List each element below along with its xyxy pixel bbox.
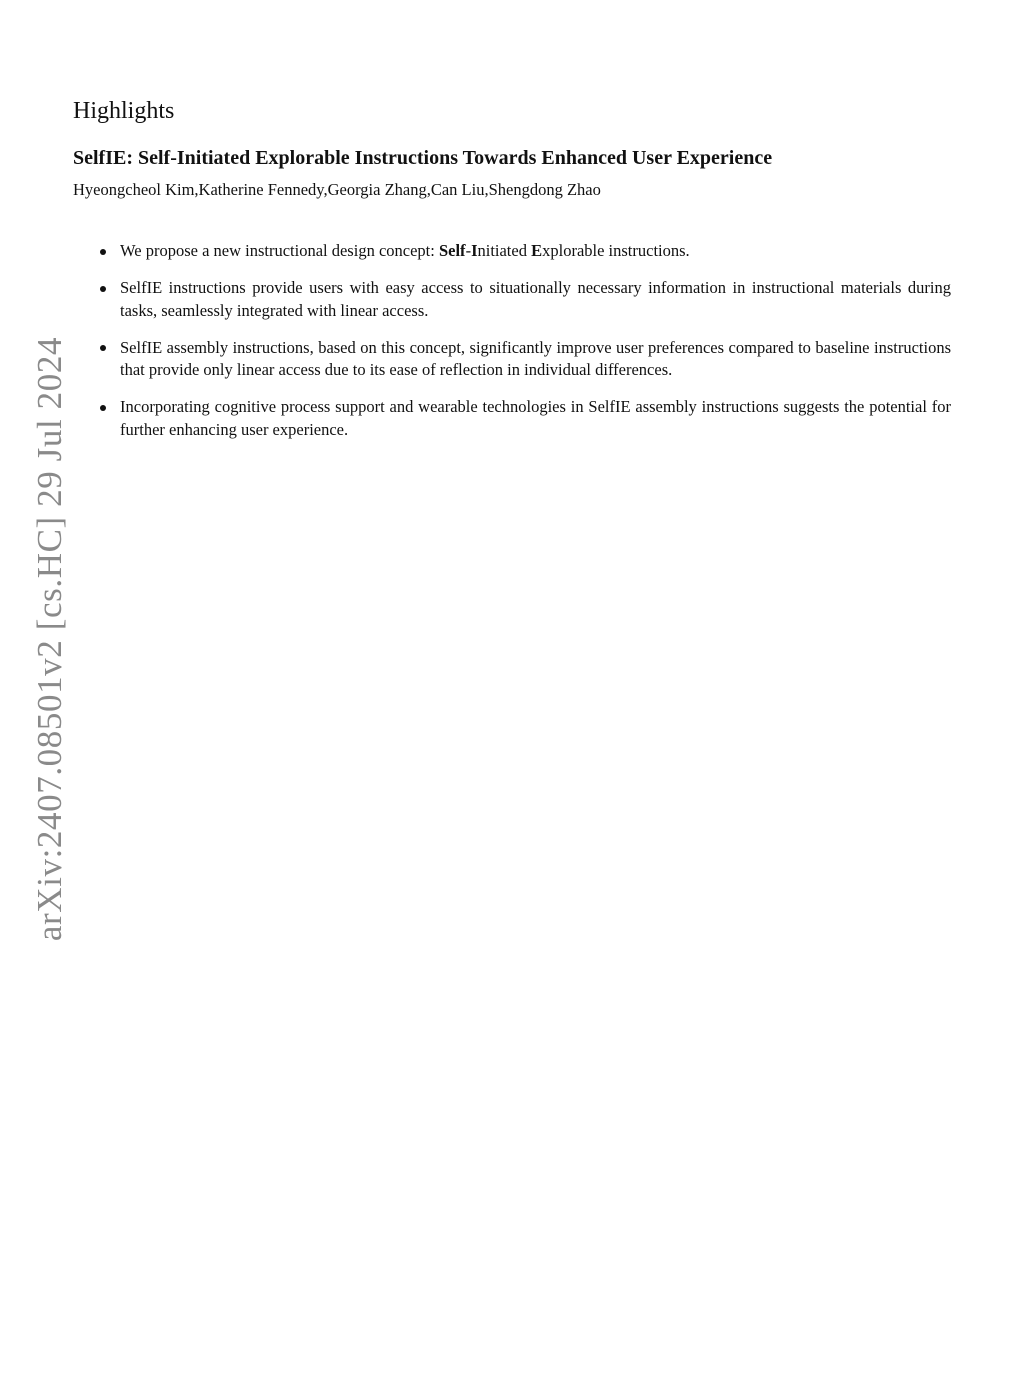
highlight-text: SelfIE instructions provide users with easy access to situationally necessary information in instructional materials during tasks, seamlessly integrated with linear access. bbox=[120, 278, 951, 320]
highlight-text: - bbox=[465, 241, 472, 260]
highlight-emphasis: Self bbox=[438, 241, 466, 260]
highlight-item bbox=[73, 337, 951, 382]
bullet-icon bbox=[100, 405, 106, 411]
arxiv-identifier: arXiv:2407.08501v2 [cs.HC] 29 Jul 2024 bbox=[30, 336, 69, 942]
highlight-text: Incorporating cognitive process support and wearable technologies in SelfIE assembly instructions suggests the potential for further enhancing user experience. bbox=[120, 397, 951, 439]
paper-title: SelfIE: Self-Initiated Explorable Instructions Towards Enhanced User Experience bbox=[73, 147, 773, 169]
bullet-icon bbox=[100, 286, 106, 292]
highlight-text: xplorable instructions. bbox=[542, 241, 690, 260]
highlight-item bbox=[73, 240, 951, 263]
highlights-list bbox=[73, 240, 951, 441]
author-list: Hyeongcheol Kim,Katherine Fennedy,Georgia Zhang,Can Liu,Shengdong Zhao bbox=[73, 180, 601, 199]
section-heading: Highlights bbox=[73, 98, 175, 124]
arxiv-side-stamp bbox=[30, 318, 70, 960]
highlight-text: We propose a new instructional design concept: bbox=[120, 241, 439, 260]
highlight-text: nitiated bbox=[477, 241, 532, 260]
highlight-item bbox=[73, 277, 951, 322]
highlight-emphasis: I bbox=[471, 241, 478, 260]
bullet-icon bbox=[100, 345, 106, 351]
bullet-icon bbox=[100, 249, 106, 255]
highlight-emphasis: E bbox=[531, 241, 543, 260]
highlights-page bbox=[73, 96, 951, 456]
highlight-text: SelfIE assembly instructions, based on this concept, significantly improve user preferences compared to baseline instructions that provide only linear access due to its ease of reflection in individual differences. bbox=[120, 337, 951, 379]
highlight-item bbox=[73, 396, 951, 441]
